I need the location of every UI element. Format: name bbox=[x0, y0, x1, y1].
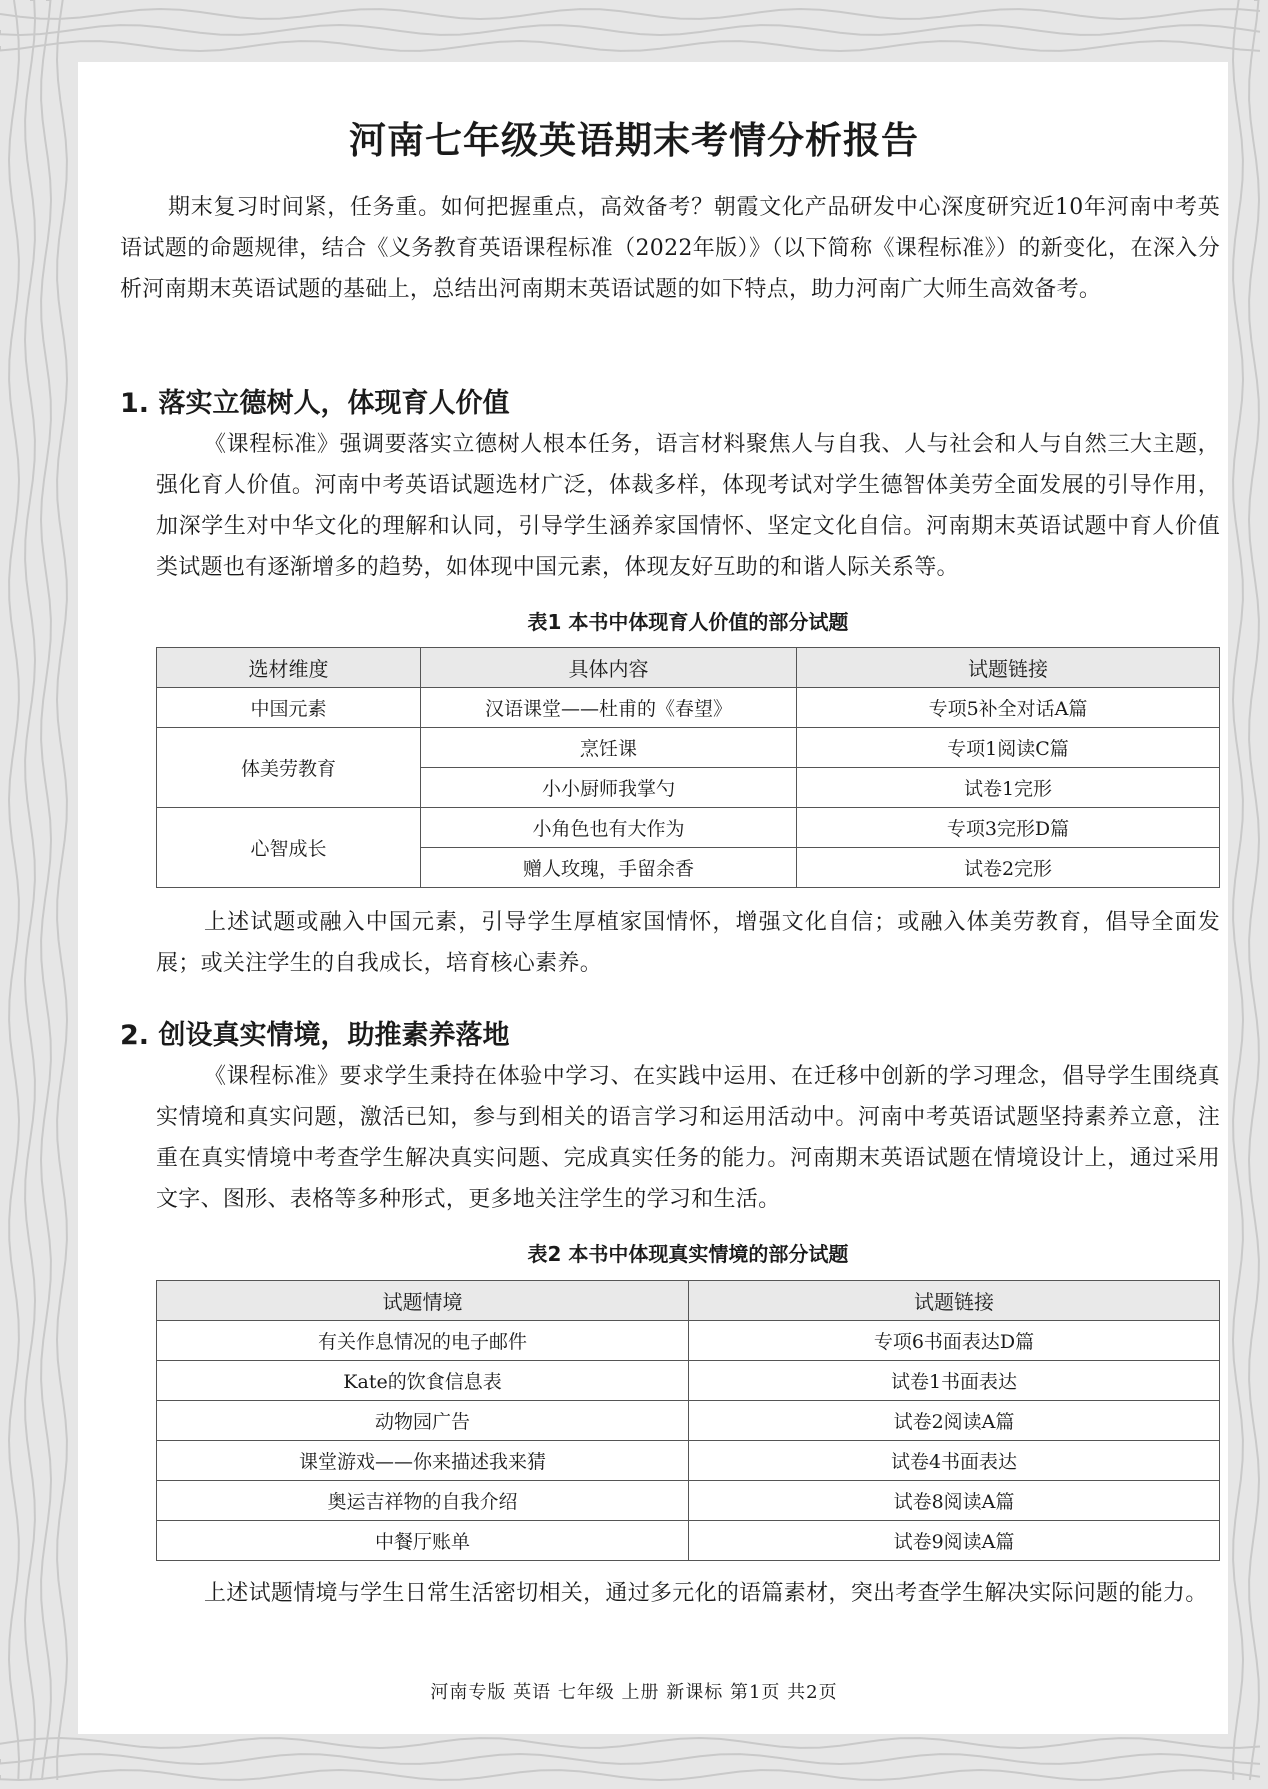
table1-dimension-cell: 体美劳教育 bbox=[157, 728, 421, 808]
table1-link-cell: 专项3完形D篇 bbox=[797, 808, 1220, 848]
table2-header-row bbox=[157, 1281, 1220, 1321]
table-row bbox=[157, 688, 1220, 728]
section2-heading: 2. 创设真实情境，助推素养落地 bbox=[120, 1020, 510, 1051]
table1-caption: 表1 本书中体现育人价值的部分试题 bbox=[527, 610, 849, 634]
table1-link-cell: 专项5补全对话A篇 bbox=[797, 688, 1220, 728]
table2-context-cell: 有关作息情况的电子邮件 bbox=[157, 1321, 689, 1361]
table1-link-cell: 试卷1完形 bbox=[797, 768, 1220, 808]
table1-header-cell: 选材维度 bbox=[157, 648, 421, 688]
table-row bbox=[157, 1441, 1220, 1481]
table1 bbox=[156, 647, 1220, 888]
table2-link-cell: 试卷9阅读A篇 bbox=[689, 1521, 1220, 1561]
table2-header-cell: 试题链接 bbox=[689, 1281, 1220, 1321]
table2-context-cell: 奥运吉祥物的自我介绍 bbox=[157, 1481, 689, 1521]
table2-context-cell: 动物园广告 bbox=[157, 1401, 689, 1441]
table2-context-cell: 中餐厅账单 bbox=[157, 1521, 689, 1561]
section1-body: 《课程标准》强调要落实立德树人根本任务，语言材料聚焦人与自我、人与社会和人与自然三大主题，强化育人价值。河南中考英语试题选材广泛，体裁多样，体现考试对学生德智体美劳全面发展的引导作用，加深学生对中华文化的理解和认同，引导学生涵养家国情怀、坚定文化自信。河南期末英语试题中育人价值类试题也有逐渐增多的趋势，如体现中国元素，体现友好互助的和谐人际关系等。 bbox=[156, 432, 1220, 580]
table-row bbox=[157, 728, 1220, 768]
table2-link-cell: 试卷1书面表达 bbox=[689, 1361, 1220, 1401]
table-row bbox=[157, 1321, 1220, 1361]
table2-caption: 表2 本书中体现真实情境的部分试题 bbox=[527, 1242, 849, 1266]
table1-content-cell: 赠人玫瑰，手留余香 bbox=[421, 848, 797, 888]
table2-link-cell: 试卷4书面表达 bbox=[689, 1441, 1220, 1481]
section2-summary: 上述试题情境与学生日常生活密切相关，通过多元化的语篇素材，突出考查学生解决实际问题的能力。 bbox=[204, 1581, 1208, 1606]
intro-paragraph: 期末复习时间紧，任务重。如何把握重点，高效备考？朝霞文化产品研发中心深度研究近10年河南中考英语试题的命题规律，结合《义务教育英语课程标准（2022年版）》（以下简称《课程标准》）的新变化，在深入分析河南期末英语试题的基础上，总结出河南期末英语试题的如下特点，助力河南广大师生高效备考。 bbox=[120, 195, 1220, 302]
table2 bbox=[156, 1280, 1220, 1561]
table2-header-cell: 试题情境 bbox=[157, 1281, 689, 1321]
table1-content-cell: 小角色也有大作为 bbox=[421, 808, 797, 848]
table2-context-cell: Kate的饮食信息表 bbox=[157, 1361, 689, 1401]
table1-header-cell: 具体内容 bbox=[421, 648, 797, 688]
table-row bbox=[157, 1361, 1220, 1401]
section2-body: 《课程标准》要求学生秉持在体验中学习、在实践中运用、在迁移中创新的学习理念，倡导学生围绕真实情境和真实问题，激活已知，参与到相关的语言学习和运用活动中。河南中考英语试题坚持素养立意，注重在真实情境中考查学生解决真实问题、完成真实任务的能力。河南期末英语试题在情境设计上，通过采用文字、图形、表格等多种形式，更多地关注学生的学习和生活。 bbox=[156, 1064, 1220, 1212]
section1-summary: 上述试题或融入中国元素，引导学生厚植家国情怀，增强文化自信；或融入体美劳教育，倡导全面发展；或关注学生的自我成长，培育核心素养。 bbox=[156, 910, 1220, 976]
table-row bbox=[157, 1481, 1220, 1521]
page-title: 河南七年级英语期末考情分析报告 bbox=[349, 119, 919, 162]
table2-link-cell: 试卷8阅读A篇 bbox=[689, 1481, 1220, 1521]
table2-link-cell: 专项6书面表达D篇 bbox=[689, 1321, 1220, 1361]
table1-content-cell: 小小厨师我掌勺 bbox=[421, 768, 797, 808]
table1-content-cell: 烹饪课 bbox=[421, 728, 797, 768]
table1-dimension-cell: 心智成长 bbox=[157, 808, 421, 888]
page-footer: 河南专版 英语 七年级 上册 新课标 第1页 共2页 bbox=[430, 1682, 838, 1703]
table-row bbox=[157, 808, 1220, 848]
table-row bbox=[157, 1521, 1220, 1561]
table2-link-cell: 试卷2阅读A篇 bbox=[689, 1401, 1220, 1441]
table1-header-cell: 试题链接 bbox=[797, 648, 1220, 688]
table-row bbox=[157, 1401, 1220, 1441]
table1-dimension-cell: 中国元素 bbox=[157, 688, 421, 728]
table1-link-cell: 专项1阅读C篇 bbox=[797, 728, 1220, 768]
section1-heading: 1. 落实立德树人，体现育人价值 bbox=[120, 388, 510, 419]
table1-content-cell: 汉语课堂——杜甫的《春望》 bbox=[421, 688, 797, 728]
table1-header-row bbox=[157, 648, 1220, 688]
table2-context-cell: 课堂游戏——你来描述我来猜 bbox=[157, 1441, 689, 1481]
table1-link-cell: 试卷2完形 bbox=[797, 848, 1220, 888]
